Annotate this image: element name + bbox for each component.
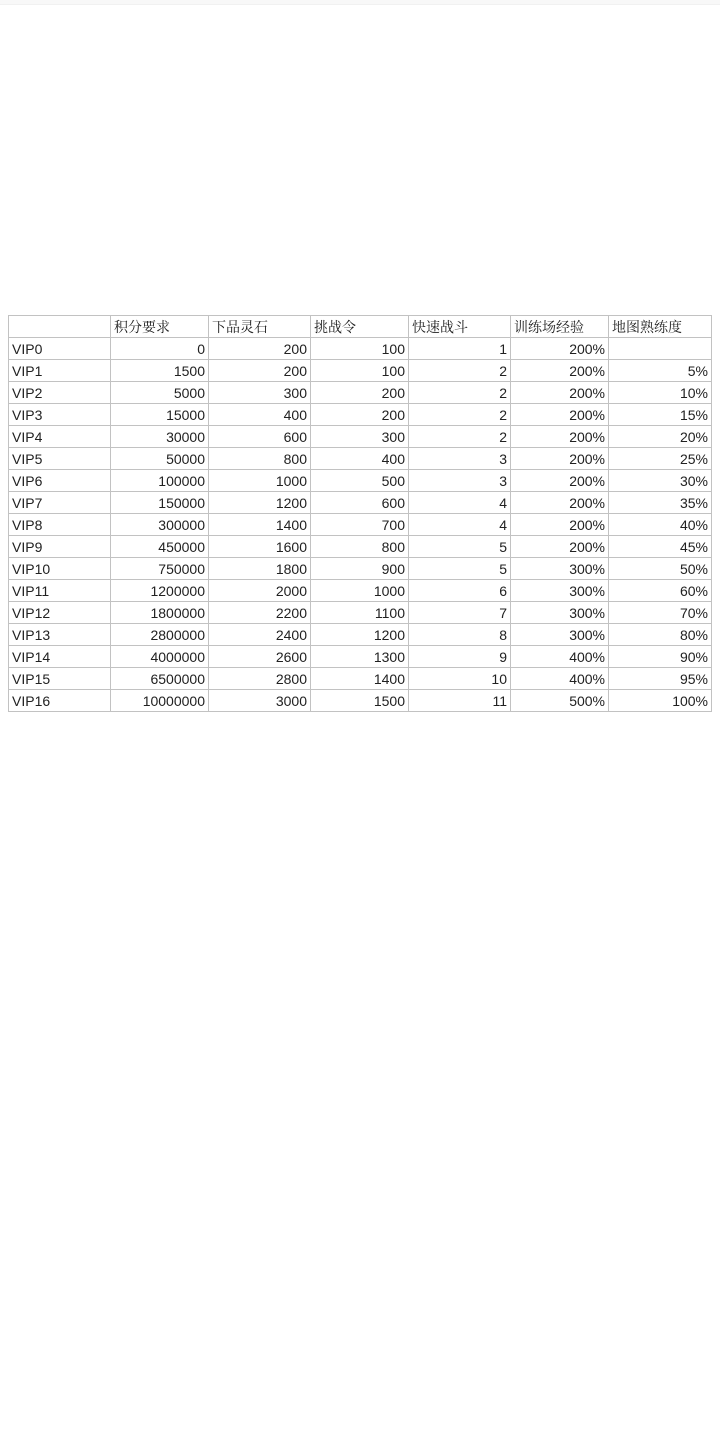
table-row [9, 426, 712, 448]
vip-benefits-table [8, 315, 712, 712]
value-cell[interactable]: 200 [311, 382, 409, 404]
value-cell[interactable]: 5 [409, 536, 511, 558]
value-cell[interactable]: 800 [209, 448, 311, 470]
value-cell[interactable]: 50% [609, 558, 712, 580]
header-cell-quick-battle[interactable]: 快速战斗 [409, 316, 511, 338]
value-cell[interactable]: 700 [311, 514, 409, 536]
value-cell[interactable]: 6500000 [111, 668, 209, 690]
value-cell[interactable]: 300 [311, 426, 409, 448]
vip-level-cell[interactable]: VIP5 [9, 448, 111, 470]
value-cell[interactable]: 45% [609, 536, 712, 558]
vip-level-cell[interactable]: VIP11 [9, 580, 111, 602]
value-cell[interactable]: 2 [409, 382, 511, 404]
vip-level-cell[interactable]: VIP10 [9, 558, 111, 580]
vip-level-cell[interactable]: VIP2 [9, 382, 111, 404]
table-row [9, 646, 712, 668]
table-row [9, 624, 712, 646]
table-row [9, 602, 712, 624]
value-cell[interactable]: 4 [409, 514, 511, 536]
table-row [9, 492, 712, 514]
value-cell[interactable]: 2800000 [111, 624, 209, 646]
value-cell[interactable]: 80% [609, 624, 712, 646]
value-cell[interactable]: 1 [409, 338, 511, 360]
value-cell[interactable]: 300% [511, 602, 609, 624]
value-cell[interactable]: 200% [511, 492, 609, 514]
value-cell[interactable]: 600 [209, 426, 311, 448]
value-cell[interactable]: 200 [209, 360, 311, 382]
value-cell[interactable]: 300000 [111, 514, 209, 536]
vip-level-cell[interactable]: VIP14 [9, 646, 111, 668]
value-cell[interactable]: 3 [409, 448, 511, 470]
value-cell[interactable]: 20% [609, 426, 712, 448]
vip-level-cell[interactable]: VIP6 [9, 470, 111, 492]
value-cell[interactable]: 70% [609, 602, 712, 624]
value-cell[interactable]: 2 [409, 404, 511, 426]
table-row [9, 382, 712, 404]
value-cell[interactable]: 11 [409, 690, 511, 712]
value-cell[interactable]: 3000 [209, 690, 311, 712]
value-cell[interactable]: 5% [609, 360, 712, 382]
value-cell[interactable]: 35% [609, 492, 712, 514]
value-cell[interactable]: 2000 [209, 580, 311, 602]
value-cell[interactable]: 200% [511, 514, 609, 536]
vip-level-cell[interactable]: VIP9 [9, 536, 111, 558]
table-row [9, 338, 712, 360]
value-cell[interactable]: 1000 [209, 470, 311, 492]
value-cell[interactable]: 2600 [209, 646, 311, 668]
value-cell[interactable]: 5 [409, 558, 511, 580]
value-cell[interactable]: 600 [311, 492, 409, 514]
value-cell[interactable]: 2400 [209, 624, 311, 646]
value-cell[interactable]: 2 [409, 426, 511, 448]
vip-level-cell[interactable]: VIP7 [9, 492, 111, 514]
vip-level-cell[interactable]: VIP16 [9, 690, 111, 712]
value-cell[interactable]: 900 [311, 558, 409, 580]
value-cell[interactable]: 0 [111, 338, 209, 360]
value-cell[interactable]: 90% [609, 646, 712, 668]
value-cell[interactable]: 750000 [111, 558, 209, 580]
value-cell[interactable]: 150000 [111, 492, 209, 514]
value-cell[interactable]: 30000 [111, 426, 209, 448]
value-cell[interactable]: 40% [609, 514, 712, 536]
value-cell[interactable]: 100000 [111, 470, 209, 492]
value-cell[interactable]: 1200000 [111, 580, 209, 602]
value-cell[interactable]: 30% [609, 470, 712, 492]
value-cell[interactable]: 8 [409, 624, 511, 646]
value-cell[interactable]: 200% [511, 360, 609, 382]
value-cell[interactable]: 400 [209, 404, 311, 426]
value-cell[interactable]: 60% [609, 580, 712, 602]
vip-level-cell[interactable]: VIP15 [9, 668, 111, 690]
value-cell[interactable]: 200% [511, 470, 609, 492]
value-cell[interactable]: 1800000 [111, 602, 209, 624]
table-header [9, 316, 712, 338]
value-cell[interactable]: 2200 [209, 602, 311, 624]
value-cell[interactable]: 300% [511, 580, 609, 602]
value-cell[interactable]: 800 [311, 536, 409, 558]
vip-level-cell[interactable]: VIP13 [9, 624, 111, 646]
value-cell[interactable]: 1000 [311, 580, 409, 602]
header-row [9, 316, 712, 338]
value-cell[interactable]: 200 [209, 338, 311, 360]
table-row [9, 668, 712, 690]
value-cell[interactable]: 200% [511, 448, 609, 470]
value-cell[interactable]: 25% [609, 448, 712, 470]
vip-level-cell[interactable]: VIP3 [9, 404, 111, 426]
value-cell[interactable]: 100% [609, 690, 712, 712]
value-cell[interactable]: 450000 [111, 536, 209, 558]
table-row [9, 470, 712, 492]
value-cell[interactable]: 200 [311, 404, 409, 426]
header-cell-level[interactable] [9, 316, 111, 338]
value-cell[interactable] [609, 338, 712, 360]
table-row [9, 536, 712, 558]
header-cell-spirit-stones[interactable]: 下品灵石 [209, 316, 311, 338]
value-cell[interactable]: 400% [511, 668, 609, 690]
vip-level-cell[interactable]: VIP1 [9, 360, 111, 382]
header-cell-challenge-order[interactable]: 挑战令 [311, 316, 409, 338]
value-cell[interactable]: 200% [511, 404, 609, 426]
value-cell[interactable]: 300% [511, 624, 609, 646]
table-row [9, 514, 712, 536]
value-cell[interactable]: 2 [409, 360, 511, 382]
vip-level-cell[interactable]: VIP12 [9, 602, 111, 624]
value-cell[interactable]: 200% [511, 338, 609, 360]
value-cell[interactable]: 1400 [209, 514, 311, 536]
table-row [9, 558, 712, 580]
top-edge-strip [0, 0, 720, 5]
vip-level-cell[interactable]: VIP8 [9, 514, 111, 536]
value-cell[interactable]: 200% [511, 426, 609, 448]
value-cell[interactable]: 1200 [209, 492, 311, 514]
value-cell[interactable]: 10 [409, 668, 511, 690]
header-cell-points-required[interactable]: 积分要求 [111, 316, 209, 338]
vip-level-cell[interactable]: VIP4 [9, 426, 111, 448]
value-cell[interactable]: 500% [511, 690, 609, 712]
table-row [9, 404, 712, 426]
value-cell[interactable]: 4 [409, 492, 511, 514]
value-cell[interactable]: 100 [311, 360, 409, 382]
table-row [9, 448, 712, 470]
value-cell[interactable]: 200% [511, 536, 609, 558]
value-cell[interactable]: 1400 [311, 668, 409, 690]
value-cell[interactable]: 400% [511, 646, 609, 668]
value-cell[interactable]: 5000 [111, 382, 209, 404]
table-row [9, 360, 712, 382]
value-cell[interactable]: 300% [511, 558, 609, 580]
value-cell[interactable]: 50000 [111, 448, 209, 470]
value-cell[interactable]: 15% [609, 404, 712, 426]
value-cell[interactable]: 7 [409, 602, 511, 624]
value-cell[interactable]: 1200 [311, 624, 409, 646]
value-cell[interactable]: 6 [409, 580, 511, 602]
value-cell[interactable]: 200% [511, 382, 609, 404]
value-cell[interactable]: 500 [311, 470, 409, 492]
value-cell[interactable]: 10% [609, 382, 712, 404]
value-cell[interactable]: 300 [209, 382, 311, 404]
value-cell[interactable]: 1500 [311, 690, 409, 712]
value-cell[interactable]: 3 [409, 470, 511, 492]
value-cell[interactable]: 100 [311, 338, 409, 360]
value-cell[interactable]: 95% [609, 668, 712, 690]
value-cell[interactable]: 4000000 [111, 646, 209, 668]
value-cell[interactable]: 400 [311, 448, 409, 470]
header-cell-map-proficiency[interactable]: 地图熟练度 [609, 316, 712, 338]
table-row [9, 580, 712, 602]
table-row [9, 690, 712, 712]
value-cell[interactable]: 1500 [111, 360, 209, 382]
value-cell[interactable]: 2800 [209, 668, 311, 690]
value-cell[interactable]: 15000 [111, 404, 209, 426]
value-cell[interactable]: 1100 [311, 602, 409, 624]
header-cell-training-exp[interactable]: 训练场经验 [511, 316, 609, 338]
value-cell[interactable]: 1800 [209, 558, 311, 580]
vip-level-cell[interactable]: VIP0 [9, 338, 111, 360]
value-cell[interactable]: 9 [409, 646, 511, 668]
value-cell[interactable]: 1600 [209, 536, 311, 558]
vip-table-body [9, 338, 712, 712]
value-cell[interactable]: 1300 [311, 646, 409, 668]
value-cell[interactable]: 10000000 [111, 690, 209, 712]
